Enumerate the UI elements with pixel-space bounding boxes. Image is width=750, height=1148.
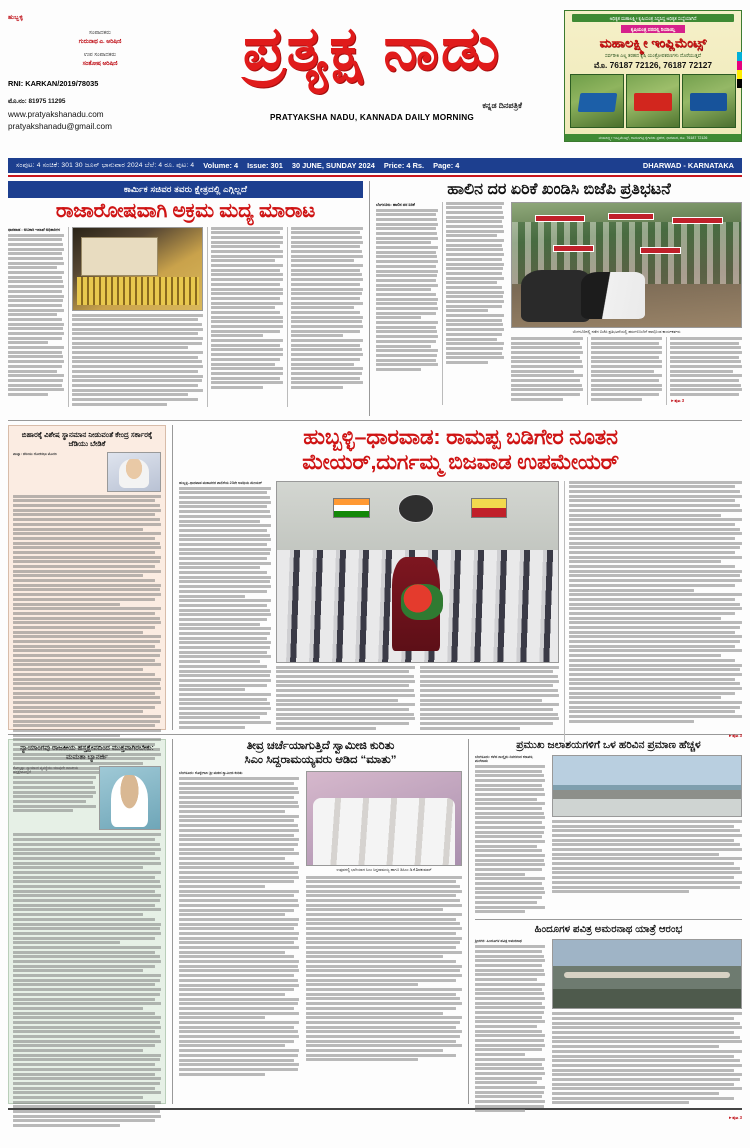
amarnath-headline: ಹಿಂದೂಗಳ ಪವಿತ್ರ ಅಮರನಾಥ ಯಾತ್ರೆ ಆರಂಭ [534,923,683,935]
liquor-body-4 [291,227,363,389]
amarnath-body-1 [475,945,545,1112]
bouquet-icon [401,584,443,620]
milk-body-3 [511,337,583,405]
sub-editor-credit [20,51,180,69]
dam-dateline: ಬೆಂಗಳೂರು: ಕಳೆದ ನಾಲ್ಕೈದು ದಿನಗಳಿಂದ ಕರಾವಳಿ, ಮಲೆನಾಡು [475,754,534,763]
milk-col-1 [376,202,438,405]
amarnath-col-2 [549,939,742,1124]
mayor-col-1 [179,481,271,743]
article-dam-inflow[interactable] [475,739,742,915]
amarnath-pilgrims-photo [552,939,742,1009]
article-bihar-jdu[interactable] [8,425,166,730]
volume-label: Volume: 4 [203,161,239,170]
dam-col-2 [549,755,742,915]
ad-title: ಮಹಾಲಕ್ಷ್ಮೀ ಇಂಪ್ಲಿಮೆಂಟ್ಸ್ [599,36,707,50]
milk-continuation[interactable]: ►ಪುಟ 3 [670,397,685,403]
indian-flag-icon [333,498,370,518]
milk-photo-col [508,202,742,405]
liquor-headline: ರಾಜಾರೋಷವಾಗಿ ಅಕ್ರಮ ಮದ್ಯ ಮಾರಾಟ [55,200,316,222]
mayor-dateline: ಹುಬ್ಬಳ್ಳಿ–ಧಾರವಾಡ ಮಹಾನಗರ ಪಾಲಿಕೆಯ 23ನೇ ಅವಧಿಯ ಮೇಯರ್ [179,480,263,485]
mayor-photo-col [276,481,559,743]
milk-body-1 [376,209,438,371]
masthead-email[interactable]: pratyakshanadu@gmail.com [8,121,112,131]
masthead-place-bullet: ಹುಬ್ಬಳ್ಳಿ [8,15,24,21]
rotavator-product-image [626,74,680,128]
section-divider-3 [475,919,742,920]
cm-headline-line1: ತೀವ್ರ ಚರ್ಚೆಯಾಗುತ್ತಿದೆ ಸ್ವಾಮೀಜಿ ಕುರಿತು [246,740,395,752]
mamata-body-2 [13,833,161,1127]
article-milk-protest[interactable] [369,181,742,416]
cm-dateline: ಬೆಂಗಳೂರು: ಕೊಳ್ಳೇಗಾಲ ಶ್ರೀ ಮಠದ ಸ್ವಾಮೀಜಿ ಕುರಿತು [179,771,243,776]
milk-body-2 [446,202,504,364]
masthead-left-info [8,6,180,133]
milk-body-5 [666,337,742,405]
karnataka-flag-icon [471,498,508,518]
liquor-kicker: ಕಾರ್ಮಿಕ ಸಚಿವರ ತವರು ಕ್ಷೇತ್ರದಲ್ಲಿ ಎಗ್ಗಿಲ್ಲದೆ [8,181,363,198]
milk-dateline: ಬೆಂಗಳೂರು: ಹಾಲಿನ ದರ ಏರಿಕೆ [376,201,415,207]
tagline-kannada: ಕನ್ನಡ ದಿನಪತ್ರಿಕೆ [482,101,522,110]
mayor-continuation[interactable]: ►ಪುಟ 3 [728,733,742,739]
bihar-body [13,495,161,775]
ad-top-strip: ಅಧಿಕೃತ ಮಹಾಲಕ್ಷ್ಮೀ ಕೃಷಿಯಂತ್ರ ಸಿದ್ಧಸಿದ್ದ ಅಧಿಕೃತ ಸಂಸ್ಥೆಯಾಗಿದೆ [572,14,734,22]
plough-product-image [570,74,624,128]
volume-info-bar [8,158,742,173]
bottom-story-row [8,739,742,1121]
cm-body-1 [179,777,299,1075]
editor-credit [20,29,180,47]
tagline-english: PRATYAKSHA NADU, KANNADA DAILY MORNING [269,113,475,122]
article-mamata[interactable] [8,739,166,1104]
place-label: DHARWAD - KARNATAKA [642,161,734,170]
masthead-website[interactable]: www.pratyakshanadu.com [8,109,104,119]
cmyk-registration-marks [737,52,742,88]
ad-ribbon: ಕೃಷಿಯಂತ್ರ ದರದಲ್ಲಿ ರಿಯಾಯ್ತಿ [621,25,685,33]
right-bottom-column [468,739,742,1121]
mayor-body-1 [179,487,271,729]
milk-col-2 [442,202,504,405]
cm-headline-line2: ಸಿಎಂ ಸಿದ್ದರಾಮಯ್ಯವರು ಆಡಿದ “ಮಾತು” [244,754,397,767]
liquor-col-2 [68,227,204,408]
masthead-center [180,6,564,122]
newspaper-logo: ಪ್ರತ್ಯಕ್ಷ ನಾಡು [242,14,502,82]
amarnath-body-2 [552,1012,742,1104]
cm-dcm-event-photo [306,771,462,866]
mamata-banerjee-photo [99,766,161,830]
page-count-label: Page: 4 [433,161,460,170]
mamata-body-1 [13,776,96,812]
editor-name: ಗುರುನಾಥ ಎ. ಅರಿಷಿಣಿ [78,38,122,45]
mayor-col-3 [564,481,742,743]
ad-phone: ಮೊ. 76187 72126, 76187 72127 [593,60,713,70]
issue-label: Issue: 301 [247,161,283,170]
dam-body-2 [552,820,742,893]
nitish-kumar-photo [107,452,161,492]
article-cm-siddaramaiah[interactable] [172,739,462,1104]
cm-col-1 [179,771,299,1077]
liquor-col-3 [207,227,283,408]
liquor-dateline: ಧಾರವಾಡ : ಅಬಕಾರಿ ಇಲಾಖೆ ಅಧಿಕಾರಿಗಳ [8,226,61,232]
ad-product-images [570,74,735,128]
article-mayor[interactable] [172,425,742,739]
rni-number: RNI: KARKAN/2019/78035 [8,78,99,88]
mayor-body-4 [569,481,742,723]
cm-body-2 [306,876,462,1062]
article-amarnath-yatra[interactable] [475,924,742,1124]
bihar-headline: ಬಿಹಾರಕ್ಕೆ ವಿಶೇಷ ಸ್ಥಾನಮಾನ ನೀಡುವಂತೆ ಕೇಂದ್ರ ಸರ್ಕಾರಕ್ಕೆ ಜೆಡಿಯು ಬೇಡಿಕೆ [21,430,153,449]
milk-headline: ಹಾಲಿನ ದರ ಏರಿಕೆ ಖಂಡಿಸಿ ಬಿಜೆಪಿ ಪ್ರತಿಭಟನೆ [447,181,671,198]
mayor-felicitation-photo [276,481,559,663]
price-label: Price: 4 Rs. [383,161,425,170]
mayor-headline-line2: ಮೇಯರ್,ದುರ್ಗಮ್ಮ ಬಿಜವಾಡ ಉಪಮೇಯರ್ [302,450,619,475]
bihar-dateline: ಪಾಟ್ನಾ: ಜೆಡಿಯು ಲೋಕಸಭಾ ಮೊದಲ [13,451,58,456]
dam-col-1 [475,755,545,915]
cm-col-2 [303,771,462,1077]
liquor-body-3 [211,227,283,389]
liquor-seizure-photo [72,227,204,311]
liquor-col-1 [8,227,64,408]
cm-photo-caption: ಉತ್ಸವದಲ್ಲಿ ಭಾಗಿಯಾದ ಸಿಎಂ ಸಿದ್ದರಾಮಯ್ಯ ಹಾಗೂ ಡಿಸಿಎಂ ಡಿ.ಕೆ.ಶಿವಕುಮಾರ್ [336,868,432,873]
sub-editor-role-label: ಉಪ ಸಂಪಾದಕರು [83,51,117,58]
ad-bottom-strip: ಮಹಾಲಕ್ಷ್ಮೀ ಇಂಪ್ಲಿಮೆಂಟ್ಸ್, ಗಾಮನಗಟ್ಟಿ ಕೈಗಾರಿಕಾ ಪ್ರದೇಶ, ಧಾರವಾಡ, ದೂ: 76187 72126 [565,134,741,141]
top-story-row [8,181,742,416]
mayor-story-row [8,425,742,739]
liquor-body-1 [8,234,64,396]
dam-headline: ಪ್ರಮುಖ ಜಲಾಶಯಗಳಿಗೆ ಒಳ ಹರಿವಿನ ಪ್ರಮಾಣ ಹೆಚ್ಚಳ [516,739,701,751]
mayor-body-2 [276,666,415,732]
liquor-body-2 [72,314,204,406]
trailer-product-image [682,74,736,128]
editor-role-label: ಸಂಪಾದಕರು [89,30,111,37]
sub-editor-name: ಸಂತೋಷ ಅರಿಷಿಣಿ [82,60,118,67]
milk-photo-caption: ಬೆಂಗಳೂರಿನಲ್ಲಿ ನಡೆದ ಬಿಜೆಪಿ ಪ್ರತಿಭಟನೆಯಲ್ಲಿ ಹಸುಗಳೊಂದಿಗೆ ಪಾಲ್ಗೊಂಡ ಕಾರ್ಯಕರ್ತರು [572,329,681,334]
volume-bar-kannada: ಸಂಪುಟ: 4 ಸಂಚಿಕೆ: 301 30 ಜೂನ್ ಭಾನುವಾರ 2024 ಬೆಲೆ: 4 ರೂ. ಪುಟ: 4 [16,161,195,169]
liquor-col-4 [287,227,363,408]
amarnath-col-1 [475,939,545,1124]
dam-reservoir-photo [552,755,742,817]
ad-subtitle: ಸರ್ವರೀತಿ ಎಲ್ಲ ತರಹದ ಕೃಷಿ ಯಂತ್ರೋಪಕರಣಗಳು ದೊರೆಯುತ್ತವೆ [605,53,701,58]
section-divider-1 [8,420,742,421]
masthead-bottom-rule [8,175,742,177]
masthead [8,6,742,154]
amarnath-dateline: ಶ್ರೀನಗರ: ಹಿಂದೂಗಳ ಪವಿತ್ರ ಅಮರನಾಥ [475,939,522,944]
masthead-advertisement[interactable] [564,10,742,142]
bjp-protest-cows-photo [511,202,742,328]
article-illegal-liquor[interactable] [8,181,363,416]
masthead-phone: ಮೊ.ನಂ: 81975 11295 [8,98,66,106]
mayor-headline-line1: ಹುಬ್ಬಳ್ಳಿ–ಧಾರವಾಡ: ರಾಮಪ್ಪ ಬಡಿಗೇರ ನೂತನ [303,425,618,449]
date-label: 30 JUNE, SUNDAY 2024 [291,161,375,170]
amarnath-continuation[interactable]: ►ಪುಟ 3 [728,1115,742,1121]
milk-body-4 [587,337,663,405]
mayor-body-3 [420,666,559,732]
dam-body-1 [475,765,545,913]
